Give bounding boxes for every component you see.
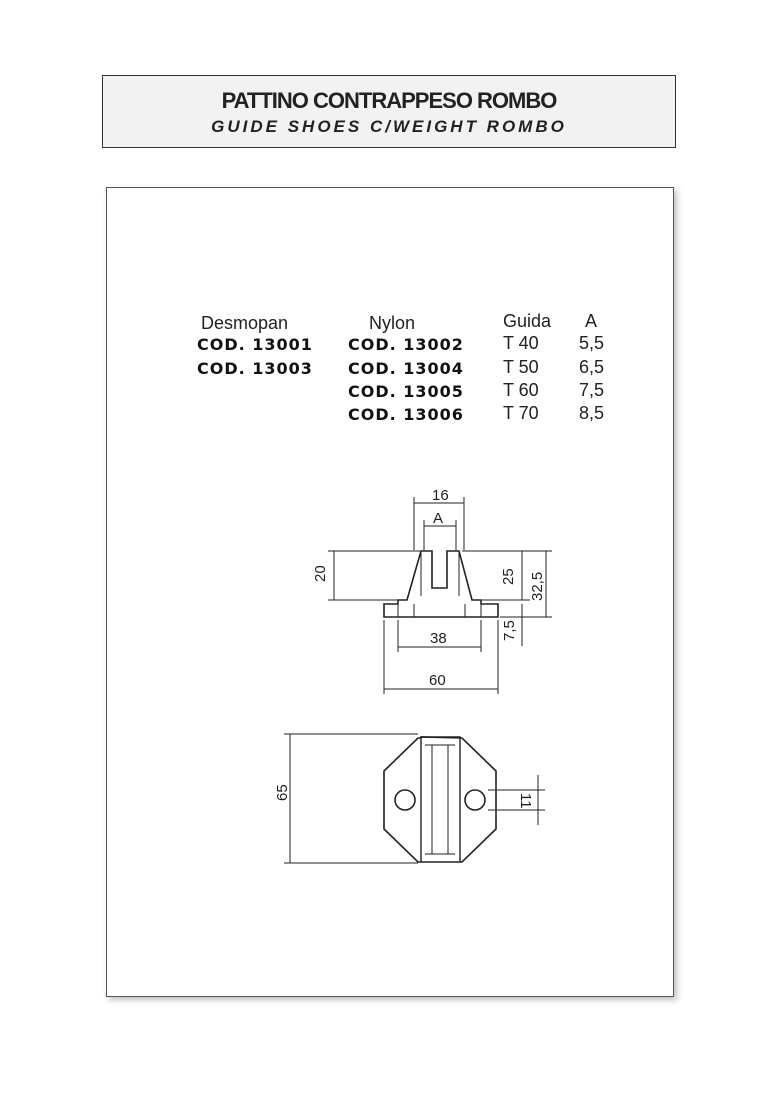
nylon-code: COD. 13004: [348, 359, 464, 378]
guida-value: T 40: [503, 333, 539, 353]
guida-value: T 50: [503, 357, 539, 377]
header-nylon: Nylon: [369, 313, 416, 333]
a-value: 8,5: [579, 403, 605, 423]
dim-11: 11: [517, 793, 534, 809]
page-title: PATTINO CONTRAPPESO ROMBO: [221, 88, 557, 113]
a-value: 7,5: [579, 380, 605, 400]
desmopan-code: COD. 13001: [197, 335, 313, 354]
dim-60: 60: [429, 672, 446, 689]
nylon-code: COD. 13006: [348, 405, 464, 424]
page-subtitle: GUIDE SHOES C/WEIGHT ROMBO: [211, 117, 567, 136]
dim-a: A: [433, 510, 444, 527]
desmopan-code: COD. 13003: [197, 359, 313, 378]
dim-20: 20: [312, 565, 329, 582]
dim-7-5: 7,5: [501, 620, 518, 641]
dim-32-5: 32,5: [529, 571, 546, 601]
guida-value: T 60: [503, 380, 539, 400]
nylon-code: COD. 13005: [348, 382, 464, 401]
dim-25: 25: [500, 568, 517, 585]
header-a: A: [585, 311, 598, 331]
mount-hole-left: [395, 790, 415, 810]
nylon-code: COD. 13002: [348, 335, 464, 354]
dim-16: 16: [432, 487, 449, 504]
a-value: 5,5: [579, 333, 605, 353]
mount-hole-right: [465, 790, 485, 810]
a-value: 6,5: [579, 357, 605, 377]
dim-38: 38: [430, 630, 447, 647]
dim-65: 65: [274, 784, 291, 801]
plan-view-profile: [384, 737, 496, 862]
header-desmopan: Desmopan: [201, 313, 289, 333]
guida-value: T 70: [503, 403, 539, 423]
header-guida: Guida: [503, 311, 552, 331]
